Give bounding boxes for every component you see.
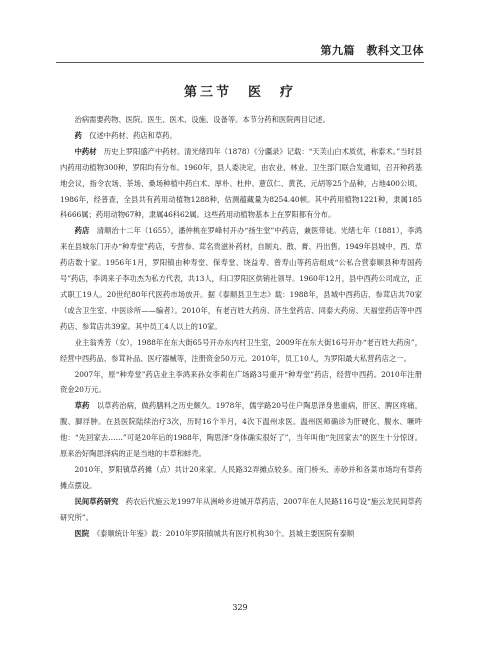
paragraph-lead: 草药 — [74, 401, 90, 411]
paragraph — [60, 223, 422, 334]
paragraph-lead: 民间草药研究 — [74, 496, 119, 506]
paragraph-text: 以草药治病，做药膳料之历史颇久。1978年，儒学路20号住户陶思泽身患重病，肝区、脾区疼痛，腹、脚浮肿。在县医院陆续治疗3次，历时16个半月，4次下温州求医。温州医师确诊为肝硬化、腹水、噘吽他：“先回家去……”可是20年后的1988年，陶思泽“身体确实很好了”，当年叫他“先回家去”的医生十分惊讶。原来治好陶思泽病的正是当地的丰草和蚌壳。 — [60, 401, 422, 459]
paragraph — [60, 494, 422, 526]
chapter-title: 第九篇 教科文卫体 — [320, 44, 424, 57]
paragraph-lead: 中药材 — [74, 146, 97, 156]
paragraph — [60, 367, 422, 399]
paragraph-text: 药农后代施云龙1997年从洲岭乡进城开草药店，2007年在人民路116号设“施云龙民间草药研究所”。 — [60, 496, 423, 522]
paragraph — [60, 462, 422, 494]
section-title: 第三节 医 疗 — [183, 85, 296, 100]
paragraph-text: 治病需要药物、医院、医生、医术、设施、设备等。本节分药和医院两目记述。 — [74, 115, 330, 124]
paragraph-lead: 药店 — [74, 226, 90, 236]
paragraph-text: 历史上罗阳盛产中药材。清光绪四年（1878）《分疆录》记载：“天芙山白术质优，称泰术。”当时县内药用动植物300种，罗阳均有分布。1960年，县人委决定，由农业、林业、卫生部门联合发通知，召开种药基地会议，指令农场、茶场、桑场种植中药白术、厚朴、杜仲、薏苡仁、黄芪、元胡等25个品种，占地400公顷。1986年，经普查，全县共有药用动植物1288种，估测蕴藏量为8254.40顿。其中药用植物1221种，隶属185科666属；药用动物67种，隶属46科62属。这些药用动植物基本上在罗阳都有分布。 — [60, 146, 423, 220]
paragraph-text: 《泰顺统计年鉴》载：2010年罗阳镇城共有医疗机构30个。县城主要医院有泰顺 — [89, 528, 355, 538]
paragraph — [60, 526, 422, 542]
paragraph — [60, 398, 422, 462]
paragraph-text: 2010年，罗阳镇草药摊（点）共计20来家。人民路32弄摊点较多。南门桥头、赤砂并和各菜市场均有草药摊点摆设。 — [60, 464, 422, 490]
paragraph-lead: 医院 — [74, 528, 90, 538]
paragraph — [60, 144, 422, 224]
body-text — [60, 112, 422, 541]
paragraph-text: 业主翁秀芳（女），1988年在东大街65号开办东内村卫生室，2009年在东大街16号开办“老百姓大药房”，经营中西药品、参茸补品、医疗器械等，注册资金50万元。2010年，员工10人，为罗阳最大私营药店之一。 — [60, 337, 422, 363]
paragraph — [60, 112, 422, 128]
paragraph-text: 仅述中药材、药店和草药。 — [81, 130, 177, 140]
running-header — [56, 40, 424, 63]
paragraph-text: 清顺治十二年（1655），潘仲桃在罗峰村开办“扬生堂”中药店，兼医带徒。光绪七年（1881），李鸿来在县城东门开办“种寿堂”药店，专营参、茸名贵滋补药材，自制丸、散、膏、丹出售。1949年县城中、西、草药店数十家。1956年1月，罗阳镇由种寿堂、保寿堂、饶益寿、曾寿山等药店组成“公私合营泰顺县种寿国药号”药店，李鸿来子李功杰为私方代表，共13人，归口罗阳区供销社领导。1960年12月，县中西药公司成立，正式职工19人。20世纪80年代医药市场放开。据《泰顺县卫生志》载：1988年，县城中西药店、参茸店共70家（或含卫生室、中医诊所——编者）。2010年，有老百姓大药房、济生堂药店、同泰大药房、天福堂药店等中西药店、参茸店共39家。其中员工4人以上的10家。 — [60, 226, 422, 331]
page-number: 329 — [232, 603, 248, 612]
paragraph-text: 2007年，原“种寿堂”药店业主李鸿来孙女李莉在广场路3号重开“种寿堂”药店，经营中西药。2010年注册资金20万元。 — [60, 369, 422, 395]
paragraph — [60, 335, 422, 367]
paragraph-lead: 药 — [74, 130, 82, 140]
paragraph — [60, 128, 422, 144]
